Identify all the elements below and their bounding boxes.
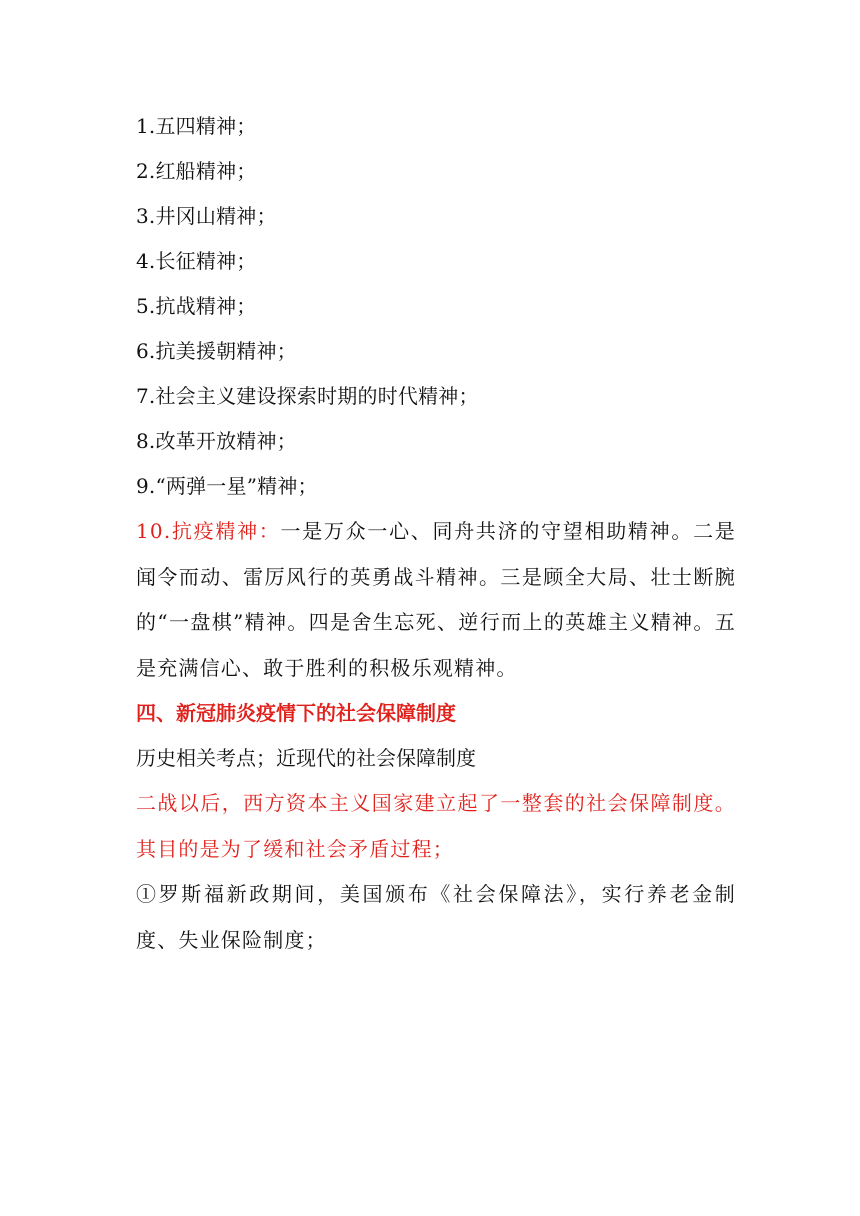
list-item: 2.红船精神； — [136, 159, 257, 183]
list-item: 1.五四精神； — [136, 114, 257, 138]
list-item-10 — [136, 509, 736, 691]
item-10-text: 一是万众一心、同舟共济的守望相助精神。二是闻令而动、雷厉风行的英勇战斗精神。三是顾全大局、壮士断腕的“一盘棋”精神。四是舍生忘死、逆行而上的英雄主义精神。五是充满信心、敢于胜利的积极乐观精神。 — [136, 519, 736, 680]
section-heading: 四、新冠肺炎疫情下的社会保障制度 — [136, 701, 456, 725]
document-content — [136, 104, 736, 963]
red-paragraph: 二战以后，西方资本主义国家建立起了一整套的社会保障制度。其目的是为了缓和社会矛盾过程； — [136, 791, 736, 861]
list-item: 9.“两弹一星”精神； — [136, 474, 318, 498]
point-1-paragraph: ①罗斯福新政期间，美国颁布《社会保障法》，实行养老金制度、失业保险制度； — [136, 882, 736, 952]
list-item: 3.井冈山精神； — [136, 204, 277, 228]
section-subtitle: 历史相关考点；近现代的社会保障制度 — [136, 746, 476, 770]
list-item: 4.长征精神； — [136, 249, 257, 273]
item-10-label: 10.抗疫精神： — [136, 519, 281, 543]
list-item: 7.社会主义建设探索时期的时代精神； — [136, 384, 479, 408]
list-item: 8.改革开放精神； — [136, 429, 297, 453]
list-item: 6.抗美援朝精神； — [136, 339, 297, 363]
list-item: 5.抗战精神； — [136, 294, 257, 318]
